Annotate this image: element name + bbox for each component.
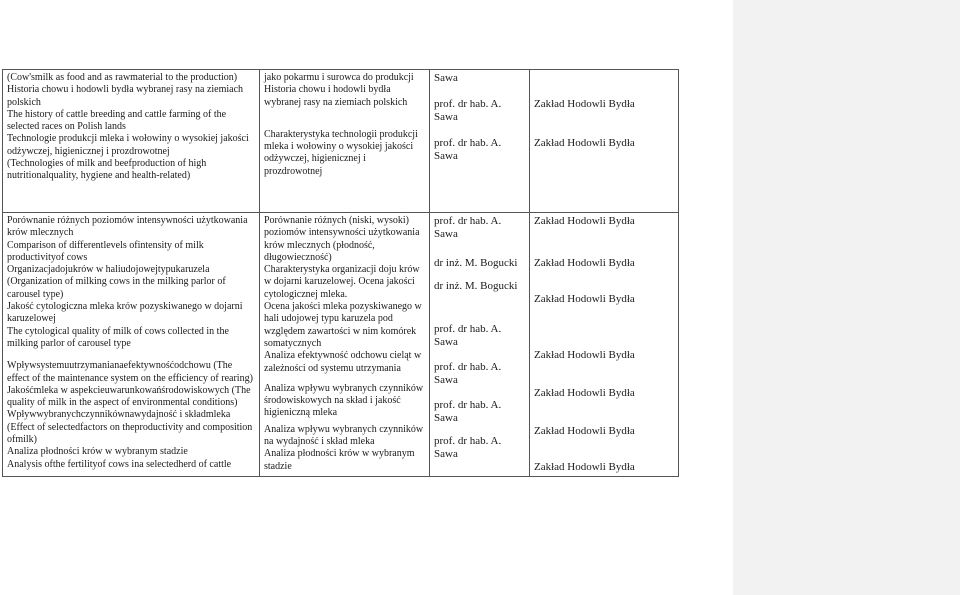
topic-cell — [3, 70, 260, 213]
supervisor-name: prof. dr hab. A. Sawa — [434, 399, 502, 424]
supervisor-name: prof. dr hab. A. Sawa — [434, 98, 502, 123]
topic-text: The cytological quality of milk of cows collected in the milking parlor of carousel type — [7, 325, 229, 349]
description-cell — [260, 70, 430, 213]
supervisor-name: prof. dr hab. A. Sawa — [434, 435, 502, 460]
table-row — [3, 213, 679, 477]
department-name: Zakład Hodowli Bydła — [534, 257, 635, 269]
topic-text: Jakość cytologiczna mleka krów pozyskiwanego w dojarni karuzelowej — [7, 301, 243, 325]
topic-text: Porównanie różnych poziomów intensywności użytkowania krów mlecznych — [7, 215, 248, 239]
topic-text: Historia chowu i hodowli bydła wybranej rasy na ziemiach polskich — [7, 84, 244, 108]
department-name: Zakład Hodowli Bydła — [534, 461, 635, 473]
supervisor-cell — [430, 213, 530, 477]
topic-text: The history of cattle breeding and cattle farming of the selected races on Polish lands — [7, 108, 227, 133]
topic-text: (Technologies of milk and beefproduction of high nutritionalquality, hygiene and health-related) — [7, 158, 207, 182]
description-text: Ocena jakości mleka pozyskiwanego w hali udojowej typu karuzela pod względem zawartości w nim komórek somatycznych — [264, 301, 422, 349]
supervisor-cell — [430, 70, 530, 213]
department-name: Zakład Hodowli Bydła — [534, 425, 635, 437]
description-text: Analiza efektywność odchowu cieląt w zależności od systemu utrzymania — [264, 350, 422, 374]
department-cell — [530, 213, 679, 477]
supervisor-name: prof. dr hab. A. Sawa — [434, 361, 502, 386]
supervisor-name: prof. dr hab. A. Sawa — [434, 137, 502, 162]
supervisor-name: prof. dr hab. A. Sawa — [434, 323, 502, 348]
description-text: Analiza wpływu wybranych czynników na wydajność i skład mleka — [264, 423, 424, 448]
department-name: Zakład Hodowli Bydła — [534, 293, 635, 305]
right-margin-panel — [733, 0, 960, 595]
description-text: Porównanie różnych (niski, wysoki) poziomów intensywności użytkowania krów mlecznych (płodność, długowieczność) — [264, 215, 420, 263]
description-text: Analiza płodności krów w wybranym stadzie — [264, 448, 415, 472]
supervisor-name: Sawa — [434, 72, 458, 84]
topic-text: (Cow'smilk as food and as rawmaterial to the production) — [7, 72, 238, 83]
topic-text: Organizacjadojukrów w haliudojowejtypukaruzela — [7, 264, 210, 276]
topic-text: Analysis ofthe fertilityof cows ina selectedherd of cattle — [7, 458, 232, 470]
description-text: Historia chowu i hodowli bydła wybranej rasy na ziemiach polskich — [264, 84, 408, 108]
table-row — [3, 70, 679, 213]
topic-text: Jakośćmleka w aspekcieuwarunkowańśrodowiskowych (The quality of milk in the aspect of environmental conditions) — [7, 384, 251, 409]
description-text: Charakterystyka organizacji doju krów w dojarni karuzelowej. Ocena jakości cytologicznej mleka. — [264, 264, 420, 300]
department-name: Zakład Hodowli Bydła — [534, 137, 635, 149]
thesis-topics-table — [2, 69, 679, 477]
topic-text: Technologie produkcji mleka i wołowiny o wysokiej jakości odżywczej, higienicznej i prozdrowotnej — [7, 133, 249, 157]
topic-text: Analiza płodności krów w wybranym stadzie — [7, 446, 188, 458]
department-name: Zakład Hodowli Bydła — [534, 98, 635, 110]
description-text: Analiza wpływu wybranych czynników środowiskowych na skład i jakość higieniczną mleka — [264, 382, 424, 419]
supervisor-name: prof. dr hab. A. Sawa — [434, 215, 502, 240]
topic-text: Wpływsystemuutrzymanianaefektywnośćodchowu (The effect of the maintenance system on the efficiency of rearing) — [7, 360, 253, 384]
department-cell — [530, 70, 679, 213]
department-name: Zakład Hodowli Bydła — [534, 349, 635, 361]
description-cell — [260, 213, 430, 477]
description-text: Charakterystyka technologii produkcji mleka i wołowiny o wysokiej jakości odżywczej, higienicznej i prozdrowotnej — [264, 128, 418, 177]
supervisor-name: dr inż. M. Bogucki — [434, 280, 518, 292]
topic-text: (Organization of milking cows in the milking parlor of carousel type) — [7, 276, 226, 300]
topic-cell — [3, 213, 260, 477]
supervisor-name: dr inż. M. Bogucki — [434, 257, 518, 269]
topic-text: Wpływwybranychczynnikównawydajność i składmleka (Effect of selectedfactors on theproductivity and composition ofmilk) — [7, 409, 253, 446]
department-name: Zakład Hodowli Bydła — [534, 215, 635, 227]
topic-text: Comparison of differentlevels ofintensity of milk productivityof cows — [7, 239, 204, 263]
department-name: Zakład Hodowli Bydła — [534, 387, 635, 399]
description-text: jako pokarmu i surowca do produkcji — [264, 72, 414, 83]
